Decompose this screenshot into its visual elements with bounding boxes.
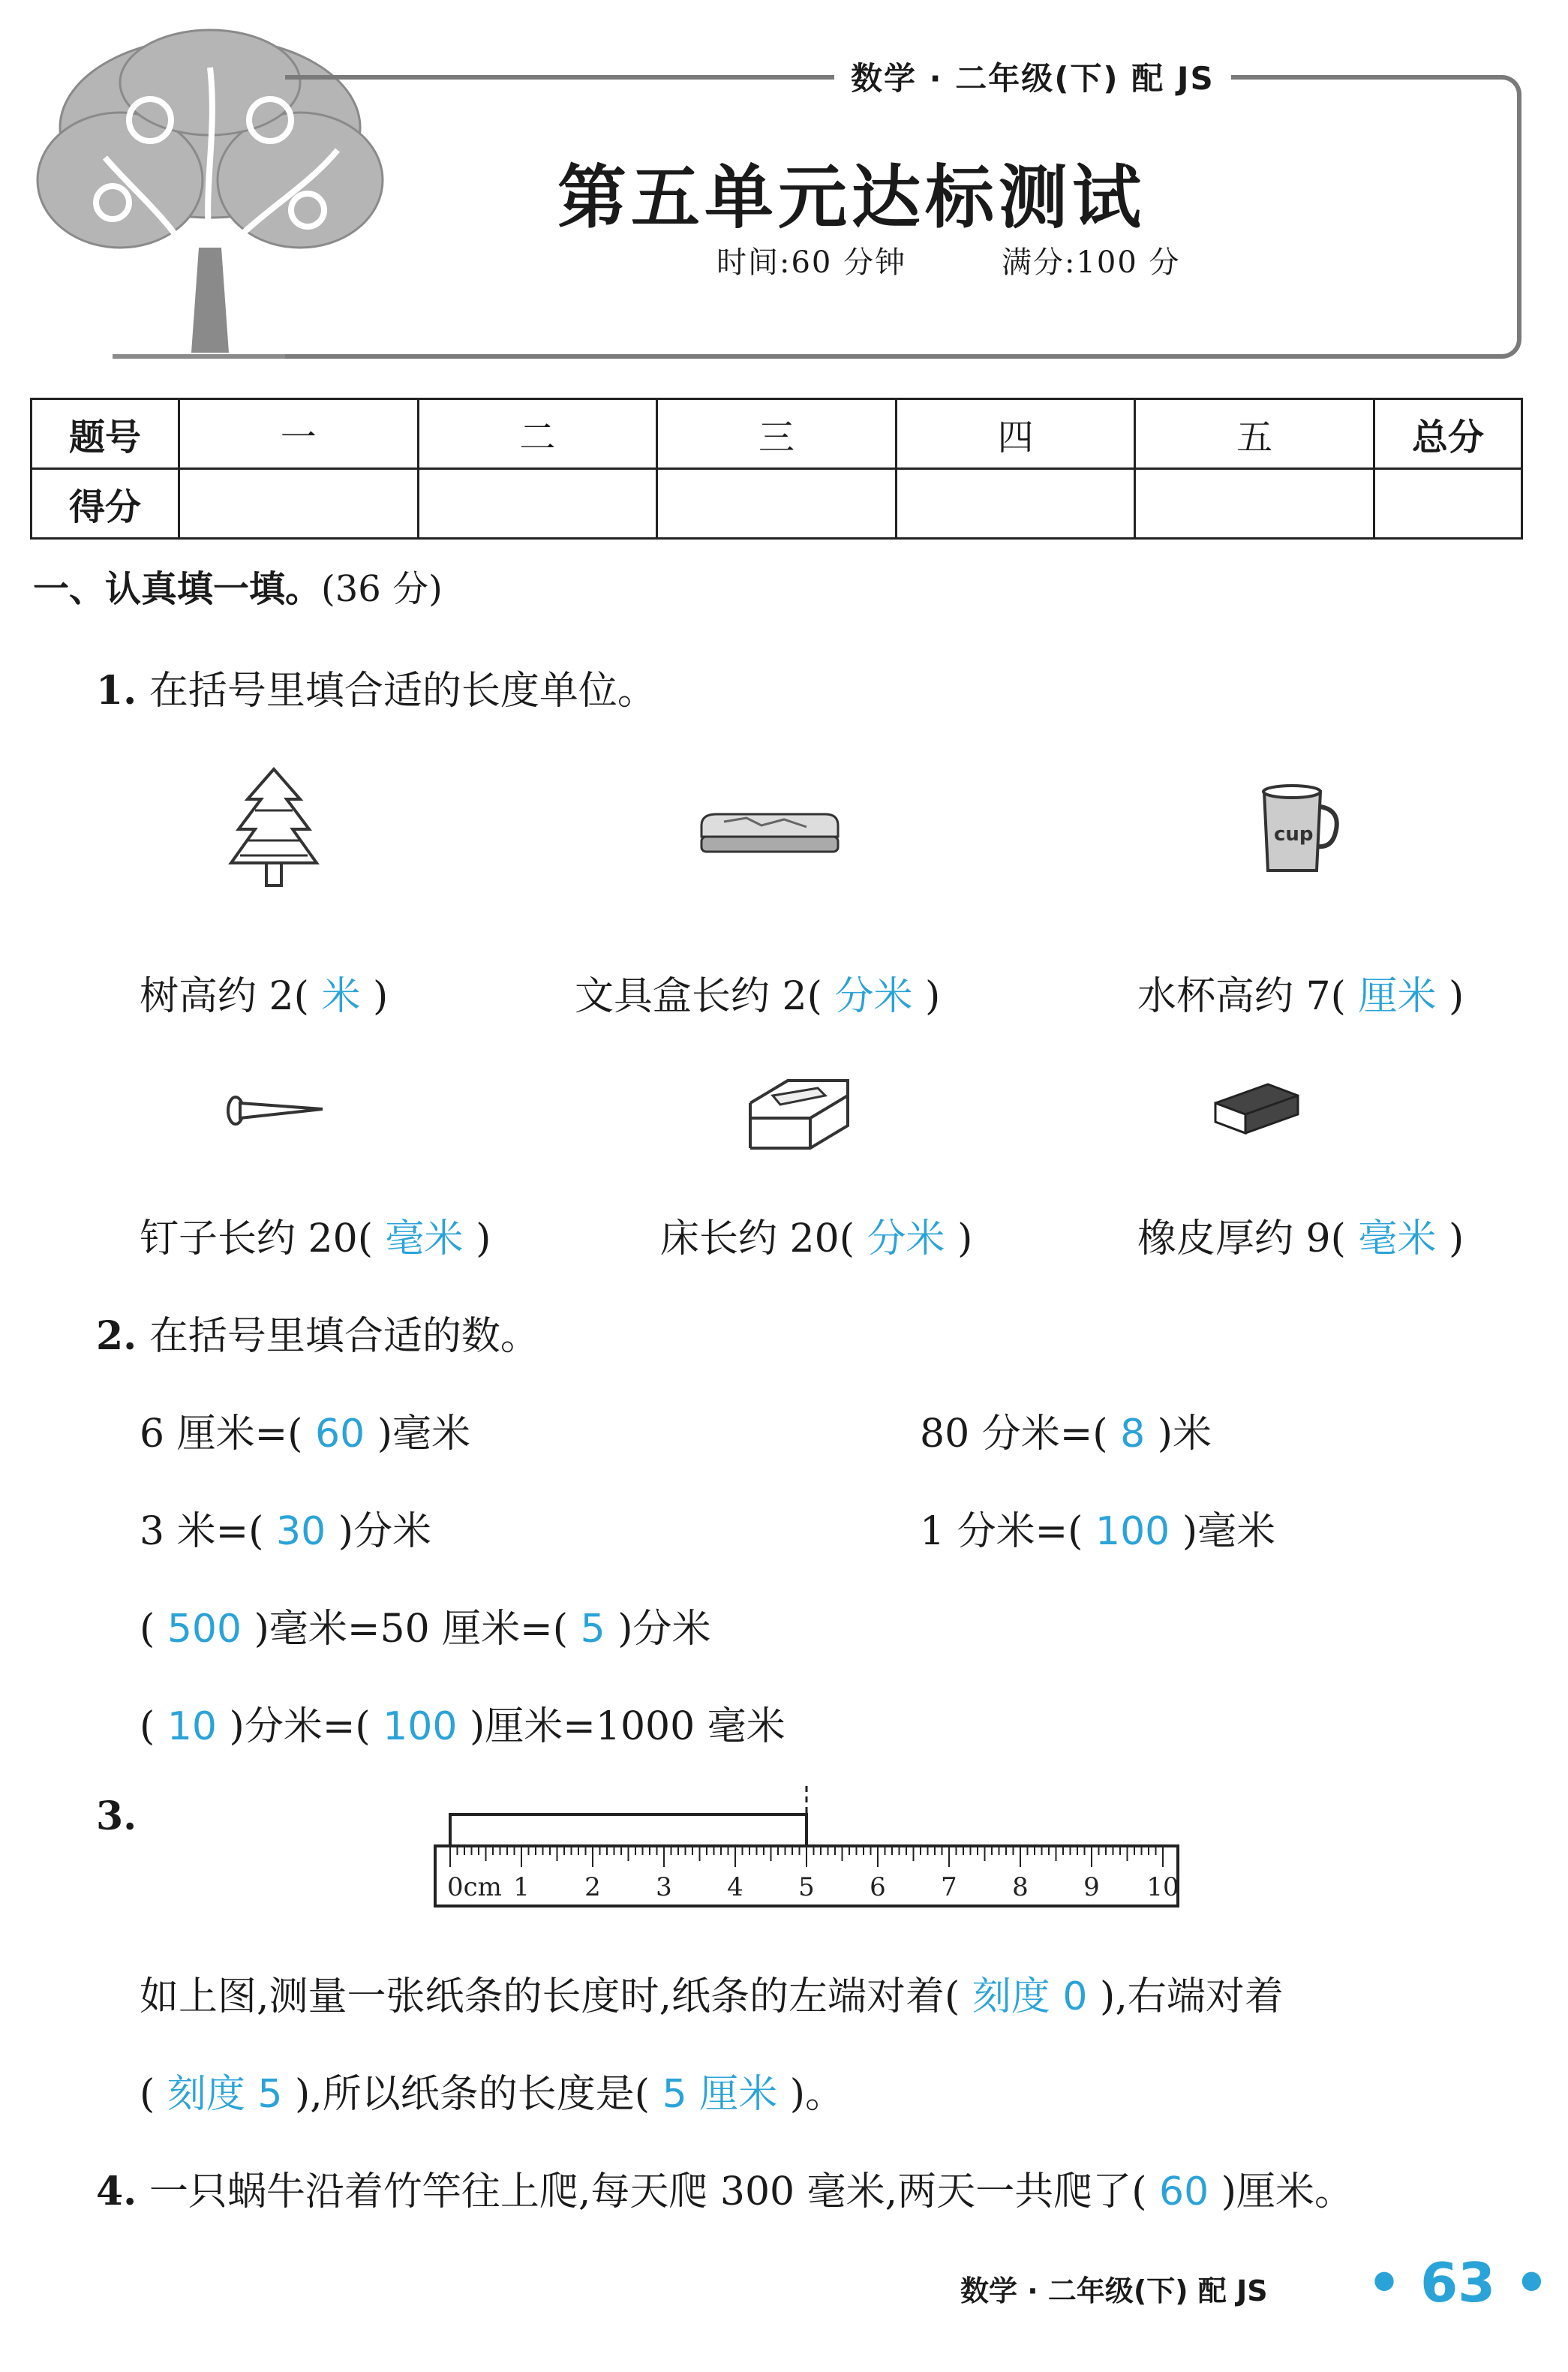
score-input-cell[interactable] [1374,469,1522,539]
answer: 毫米 [1358,1216,1437,1261]
question-4: 4. 一只蜗牛沿着竹竿往上爬,每天爬 300 毫米,两天一共爬了( 60 )厘米。 [96,2169,1354,2214]
q2-line-2b: 1 分米=( 100 )毫米 [920,1509,1276,1554]
answer: 毫米 [385,1216,464,1261]
ruler-tick-label: 5 [798,1872,815,1902]
score-input-cell[interactable] [657,469,897,539]
pencil-case-icon [694,803,844,870]
table-cell: 四 [896,399,1135,469]
q1-item-nail: 钉子长约 20( 毫米 ) [140,1216,491,1261]
table-cell: 二 [418,399,657,469]
table-row [32,469,1522,539]
table-cell: 五 [1135,399,1374,469]
q2-line-1b: 80 分米=( 8 )米 [920,1411,1212,1457]
footer-series: 数学 · 二年级(下) 配 JS [960,2274,1268,2307]
q3-line-1: 如上图,测量一张纸条的长度时,纸条的左端对着( 刻度 0 ),右端对着 [140,1974,1284,2019]
q3-line-2: ( 刻度 5 ),所以纸条的长度是( 5 厘米 )。 [140,2072,845,2117]
ruler-tick-label: 2 [584,1872,601,1902]
q1-item-pencil-case: 文具盒长约 2( 分米 ) [575,974,941,1019]
header-series-label: 数学 · 二年级(下) 配 JS [834,54,1231,99]
score-input-cell[interactable] [1135,469,1374,539]
svg-text:cup: cup [1274,823,1314,846]
q2-line-2a: 3 米=( 30 )分米 [140,1509,432,1554]
q1-item-bed: 床长约 20( 分米 ) [660,1216,973,1261]
score-input-cell[interactable] [418,469,657,539]
score-table [30,398,1523,540]
answer: 米 [321,974,361,1019]
cup-icon [1253,780,1343,878]
q2-line-1a: 6 厘米=( 60 )毫米 [140,1411,471,1457]
page-title: 第五单元达标测试 [557,157,1146,238]
ruler-tick-label: 9 [1083,1872,1100,1902]
ruler-tick-label: 10 [1146,1872,1179,1902]
ruler-figure [428,1786,1193,1921]
exam-time: 时间:60 分钟 [716,245,907,280]
nail-icon [225,1092,330,1129]
table-cell: 一 [179,399,419,469]
section-title: 一、认真填一填。(36 分) [33,568,443,610]
question-1: 1. 在括号里填合适的长度单位。 [96,668,656,714]
ruler-tick-label: 6 [870,1872,886,1902]
ruler-tick-label: 4 [727,1872,743,1902]
question-2: 2. 在括号里填合适的数。 [96,1313,539,1359]
pine-tree-icon [225,765,323,900]
bed-icon [743,1066,855,1156]
eraser-icon [1208,1073,1305,1141]
q1-item-cup: 水杯高约 7( 厘米 ) [1137,974,1464,1019]
page-number: • 63 • [1367,2251,1549,2314]
ruler-tick-label: 0cm [447,1872,502,1902]
table-cell: 总分 [1374,399,1522,469]
ruler-tick-label: 3 [656,1872,672,1902]
question-3: 3. [96,1793,137,1839]
table-cell: 题号 [32,399,179,469]
table-cell: 三 [657,399,897,469]
score-input-cell[interactable] [179,469,419,539]
score-input-cell[interactable] [896,469,1135,539]
paper-strip [450,1814,807,1846]
q1-item-tree: 树高约 2( 米 ) [140,974,389,1019]
ruler-tick-label: 1 [513,1872,530,1902]
answer: 厘米 [1358,974,1437,1019]
answer: 分米 [834,974,913,1019]
table-cell: 得分 [32,469,179,539]
table-row [32,399,1522,469]
q1-item-eraser: 橡皮厚约 9( 毫米 ) [1137,1216,1464,1261]
q2-line-3: ( 500 )毫米=50 厘米=( 5 )分米 [140,1607,711,1652]
exam-full-score: 满分:100 分 [1002,245,1181,280]
answer: 分米 [867,1216,945,1261]
ruler-tick-label: 8 [1012,1872,1029,1902]
q2-line-4: ( 10 )分米=( 100 )厘米=1000 毫米 [140,1704,786,1749]
ruler-tick-label: 7 [941,1872,957,1902]
